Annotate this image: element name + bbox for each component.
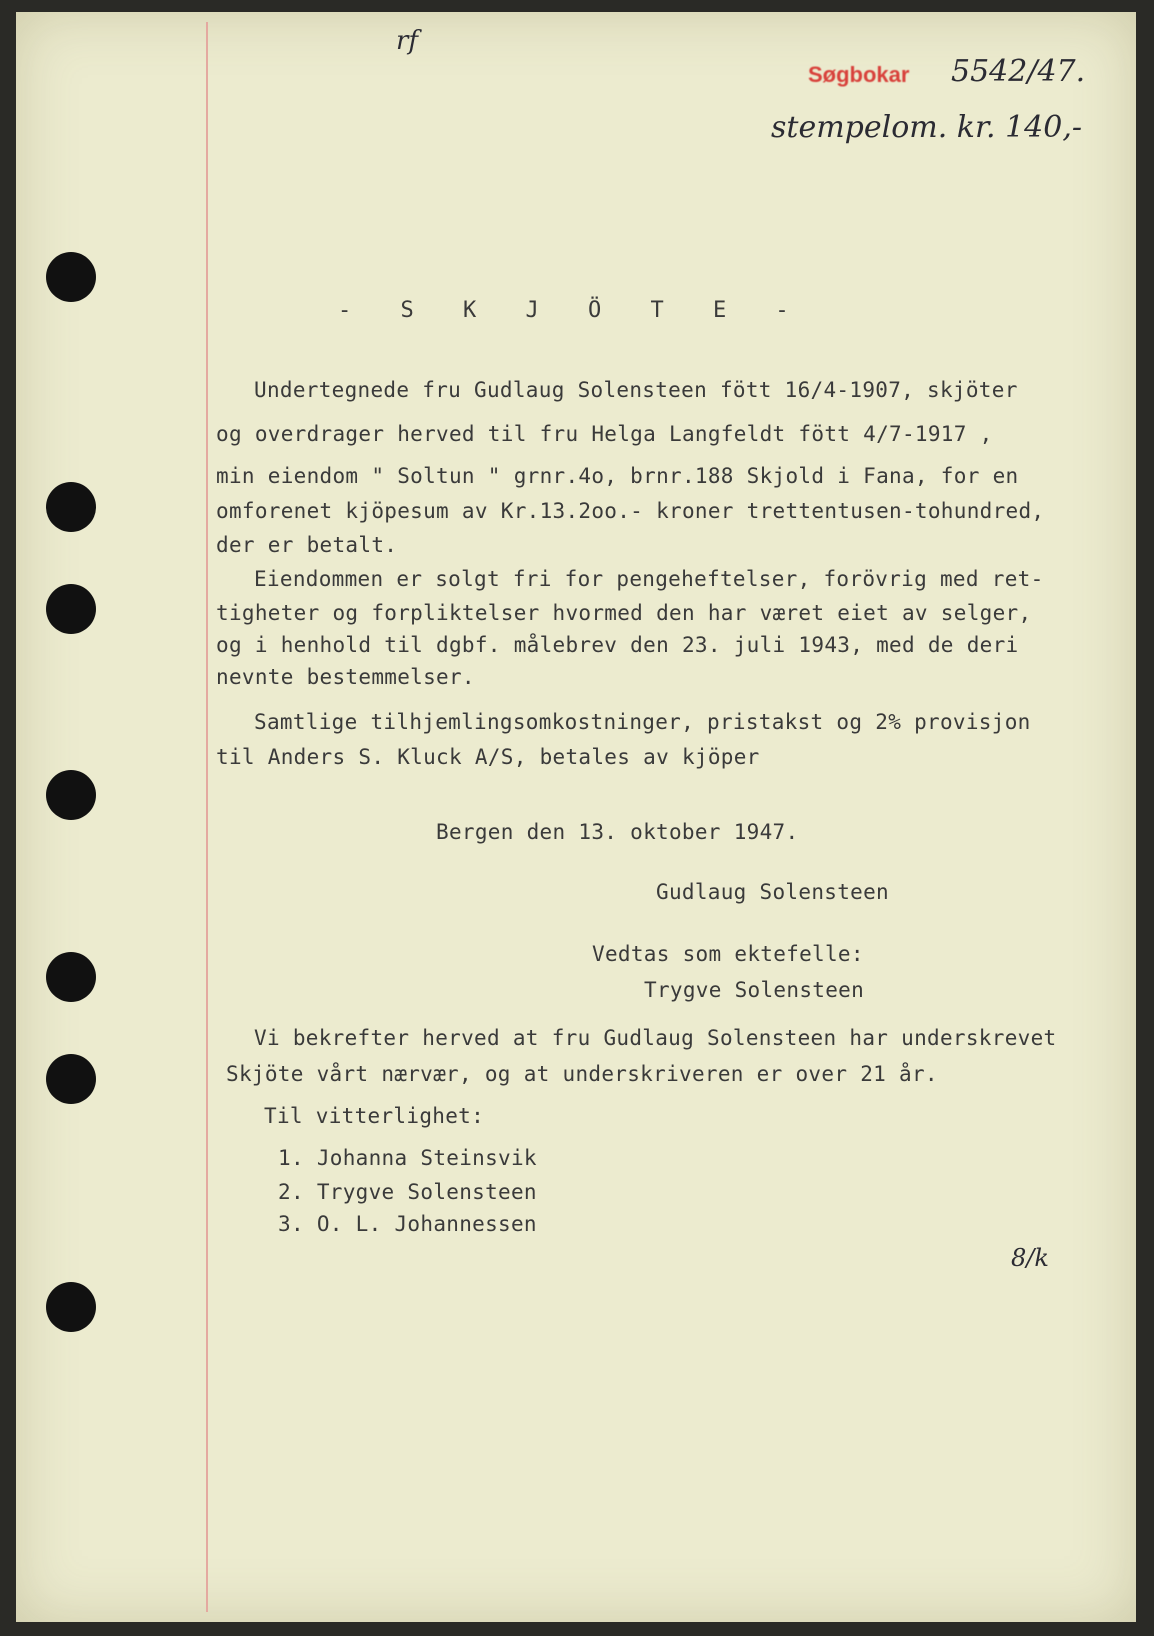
body-line: og overdrager herved til fru Helga Langfeldt fött 4/7-1917 , [216,422,993,446]
witness-item: 3. O. L. Johannessen [278,1212,537,1236]
punch-hole [46,482,96,532]
body-line: tigheter og forpliktelser hvormed den har været eiet av selger, [216,601,1032,625]
document-page [16,12,1136,1622]
confirm-line: Skjöte vårt nærvær, og at underskriveren er over 21 år. [226,1062,938,1086]
margin-rule [206,22,208,1612]
spouse-label: Vedtas som ektefelle: [592,942,864,966]
body-line: Eiendommen er solgt fri for pengeheftelser, forövrig med ret- [254,567,1044,591]
punch-hole [46,952,96,1002]
confirm-line: Vi bekrefter herved at fru Gudlaug Solensteen har underskrevet [254,1026,1057,1050]
punch-hole [46,1054,96,1104]
body-line: Samtlige tilhjemlingsomkostninger, pristakst og 2% provisjon [254,710,1031,734]
body-line: omforenet kjöpesum av Kr.13.2oo.- kroner trettentusen-tohundred, [216,499,1045,523]
body-line: og i henhold til dgbf. målebrev den 23. juli 1943, med de deri [216,633,1019,657]
signer-name: Gudlaug Solensteen [656,880,889,904]
spouse-name: Trygve Solensteen [644,978,865,1002]
document-title: - S K J Ö T E - [338,298,807,323]
body-line: min eiendom " Soltun " grnr.4o, brnr.188 Skjold i Fana, for en [216,464,1019,488]
body-line: nevnte bestemmelser. [216,665,475,689]
punch-hole [46,252,96,302]
body-line: der er betalt. [216,533,398,557]
witness-label: Til vitterlighet: [264,1104,485,1128]
punch-hole [46,584,96,634]
body-line: til Anders S. Kluck A/S, betales av kjöper [216,745,760,769]
registry-stamp: Søgbokar [808,62,910,87]
handwritten-fee: stempelom. kr. 140,- [771,110,1083,145]
witness-item: 2. Trygve Solensteen [278,1180,537,1204]
punch-hole [46,770,96,820]
body-line: Undertegnede fru Gudlaug Solensteen fött 16/4-1907, skjöter [254,378,1018,402]
place-date: Bergen den 13. oktober 1947. [436,820,799,844]
handwritten-reference: 5542/47. [951,54,1086,89]
punch-hole [46,1282,96,1332]
handwritten-initials: 8/k [1011,1244,1049,1272]
handwritten-mark: rf [396,26,419,56]
witness-item: 1. Johanna Steinsvik [278,1146,537,1170]
